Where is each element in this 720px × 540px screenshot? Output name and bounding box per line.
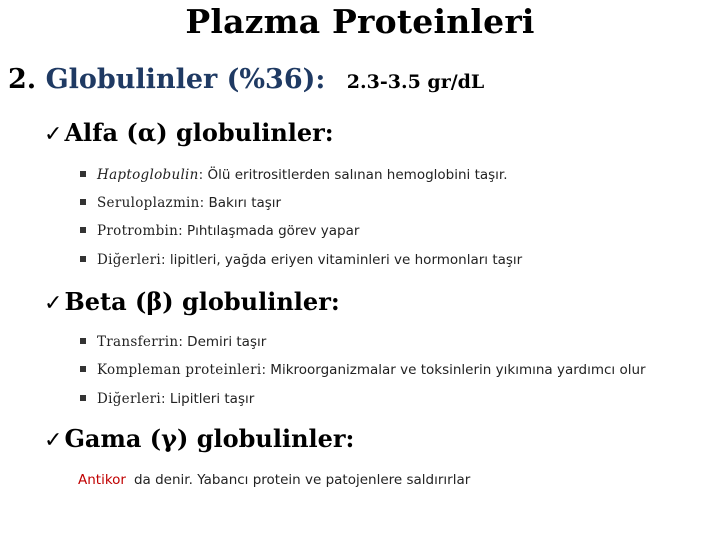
item-desc: : Ölü eritrositlerden salınan hemoglobini taşır. (198, 167, 508, 183)
alfa-heading (44, 118, 334, 147)
bullet-square-icon (80, 227, 86, 233)
list-item (80, 362, 646, 378)
gama-heading (44, 424, 354, 453)
beta-heading (44, 287, 340, 316)
bullet-square-icon (80, 338, 86, 344)
list-item (80, 167, 508, 183)
bullet-square-icon (80, 199, 86, 205)
bullet-square-icon (80, 395, 86, 401)
bullet-square-icon (80, 171, 86, 177)
checkmark-icon: ✓ (44, 122, 63, 147)
item-term: Protrombin (97, 223, 179, 239)
item-desc: : lipitleri, yağda eriyen vitaminleri ve hormonları taşır (161, 252, 523, 268)
item-term: Kompleman proteinleri (97, 362, 262, 378)
item-desc: : Mikroorganizmalar ve toksinlerin yıkımına yardımcı olur (261, 362, 646, 378)
checkmark-icon: ✓ (44, 291, 63, 316)
beta-title: Beta (β) globulinler: (64, 287, 340, 316)
heading-name: Globulinler (%36): (45, 64, 326, 95)
gama-description (78, 472, 470, 488)
gama-text: da denir. Yabancı protein ve patojenlere saldırırlar (133, 472, 471, 488)
alfa-title: Alfa (α) globulinler: (64, 118, 334, 147)
gama-title: Gama (γ) globulinler: (64, 424, 355, 453)
list-item (80, 391, 254, 407)
section-heading (8, 64, 484, 95)
bullet-square-icon (80, 256, 86, 262)
item-term: Seruloplazmin (97, 195, 200, 211)
list-item (80, 223, 359, 239)
item-term: Transferrin (97, 334, 179, 350)
item-term: Diğerleri (97, 391, 162, 407)
item-desc: : Bakırı taşır (199, 195, 282, 211)
item-desc: : Lipitleri taşır (161, 391, 255, 407)
item-desc: : Pıhtılaşmada görev yapar (178, 223, 360, 239)
list-item (80, 195, 281, 211)
page-title: Plazma Proteinleri (185, 2, 535, 41)
item-desc: : Demiri taşır (178, 334, 267, 350)
antikor-highlight: Antikor (78, 472, 126, 488)
item-term: Haptoglobulin (97, 167, 199, 183)
item-term: Diğerleri (97, 252, 162, 268)
list-item (80, 334, 266, 350)
heading-range: 2.3-3.5 gr/dL (346, 71, 485, 93)
list-item (80, 252, 522, 268)
checkmark-icon: ✓ (44, 428, 63, 453)
bullet-square-icon (80, 366, 86, 372)
heading-number: 2. (8, 64, 37, 95)
